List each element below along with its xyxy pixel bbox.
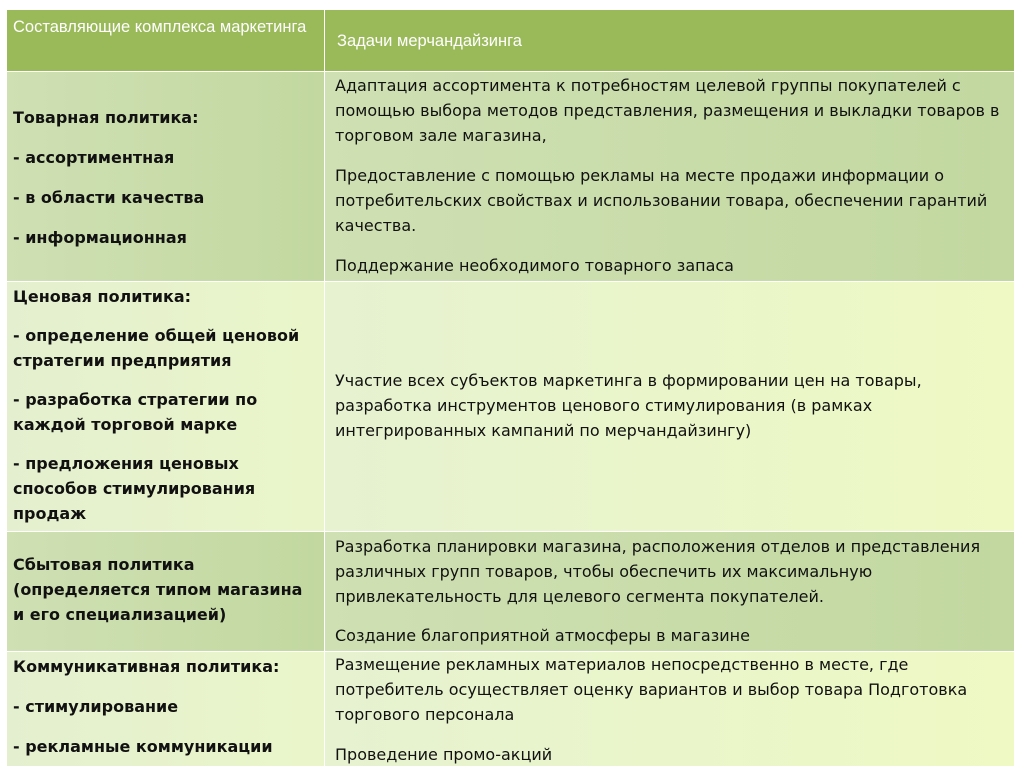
header-col2: Задачи мерчандайзинга: [325, 10, 1015, 72]
row1-item: - ассортиментная: [13, 148, 175, 167]
row1-left-cell: [7, 72, 325, 282]
row4-item: - стимулирование: [13, 697, 179, 716]
row3-left-cell: [7, 532, 325, 652]
marketing-table: [7, 10, 1015, 767]
row4-item: - рекламные коммуникации: [13, 737, 273, 756]
row1-title: Товарная политика:: [13, 108, 199, 127]
row1-right-cell: [325, 72, 1015, 282]
row1-task: Предоставление с помощью рекламы на месте продажи информации о потребительских свойствах и использовании товара, обеспечении гарантий качества.: [335, 166, 988, 235]
row4-task: Проведение промо-акций: [335, 745, 553, 764]
row2-task: Участие всех субъектов маркетинга в формировании цен на товары, разработка инструментов ценового стимулирования (в рамках интегрированных кампаний по мерчандайзингу): [335, 371, 922, 440]
row4-title: Коммуникативная политика:: [13, 657, 280, 676]
row2-right-cell: [325, 282, 1015, 532]
row2-item: - разработка стратегии по каждой торговой марке: [13, 390, 258, 434]
row3-task: Разработка планировки магазина, расположения отделов и представления различных групп товаров, чтобы обеспечить их максимальную привлекательность для целевого сегмента покупателей.: [335, 537, 981, 606]
row2-title: Ценовая политика:: [13, 287, 192, 306]
row3-right-cell: [325, 532, 1015, 652]
row1-task: Адаптация ассортимента к потребностям целевой группы покупателей с помощью выбора методов представления, размещения и выкладки товаров в торговом зале магазина,: [335, 76, 1000, 145]
row4-right-cell: [325, 652, 1015, 767]
row1-task: Поддержание необходимого товарного запаса: [335, 256, 734, 275]
row1-item: - информационная: [13, 228, 187, 247]
row3-task: Создание благоприятной атмосферы в магазине: [335, 626, 750, 645]
row2-left-cell: [7, 282, 325, 532]
header-col1: Составляющие комплекса маркетинга: [7, 10, 325, 72]
row4-left-cell: [7, 652, 325, 767]
row1-item: - в области качества: [13, 188, 205, 207]
row4-task: Размещение рекламных материалов непосредственно в месте, где потребитель осуществляет оценку вариантов и выбор товара Подготовка торгового персонала: [335, 655, 968, 724]
row2-item: - предложения ценовых способов стимулирования продаж: [13, 454, 256, 523]
row2-item: - определение общей ценовой стратегии предприятия: [13, 326, 300, 370]
row3-title: Сбытовая политика (определяется типом магазина и его специализацией): [13, 555, 303, 624]
